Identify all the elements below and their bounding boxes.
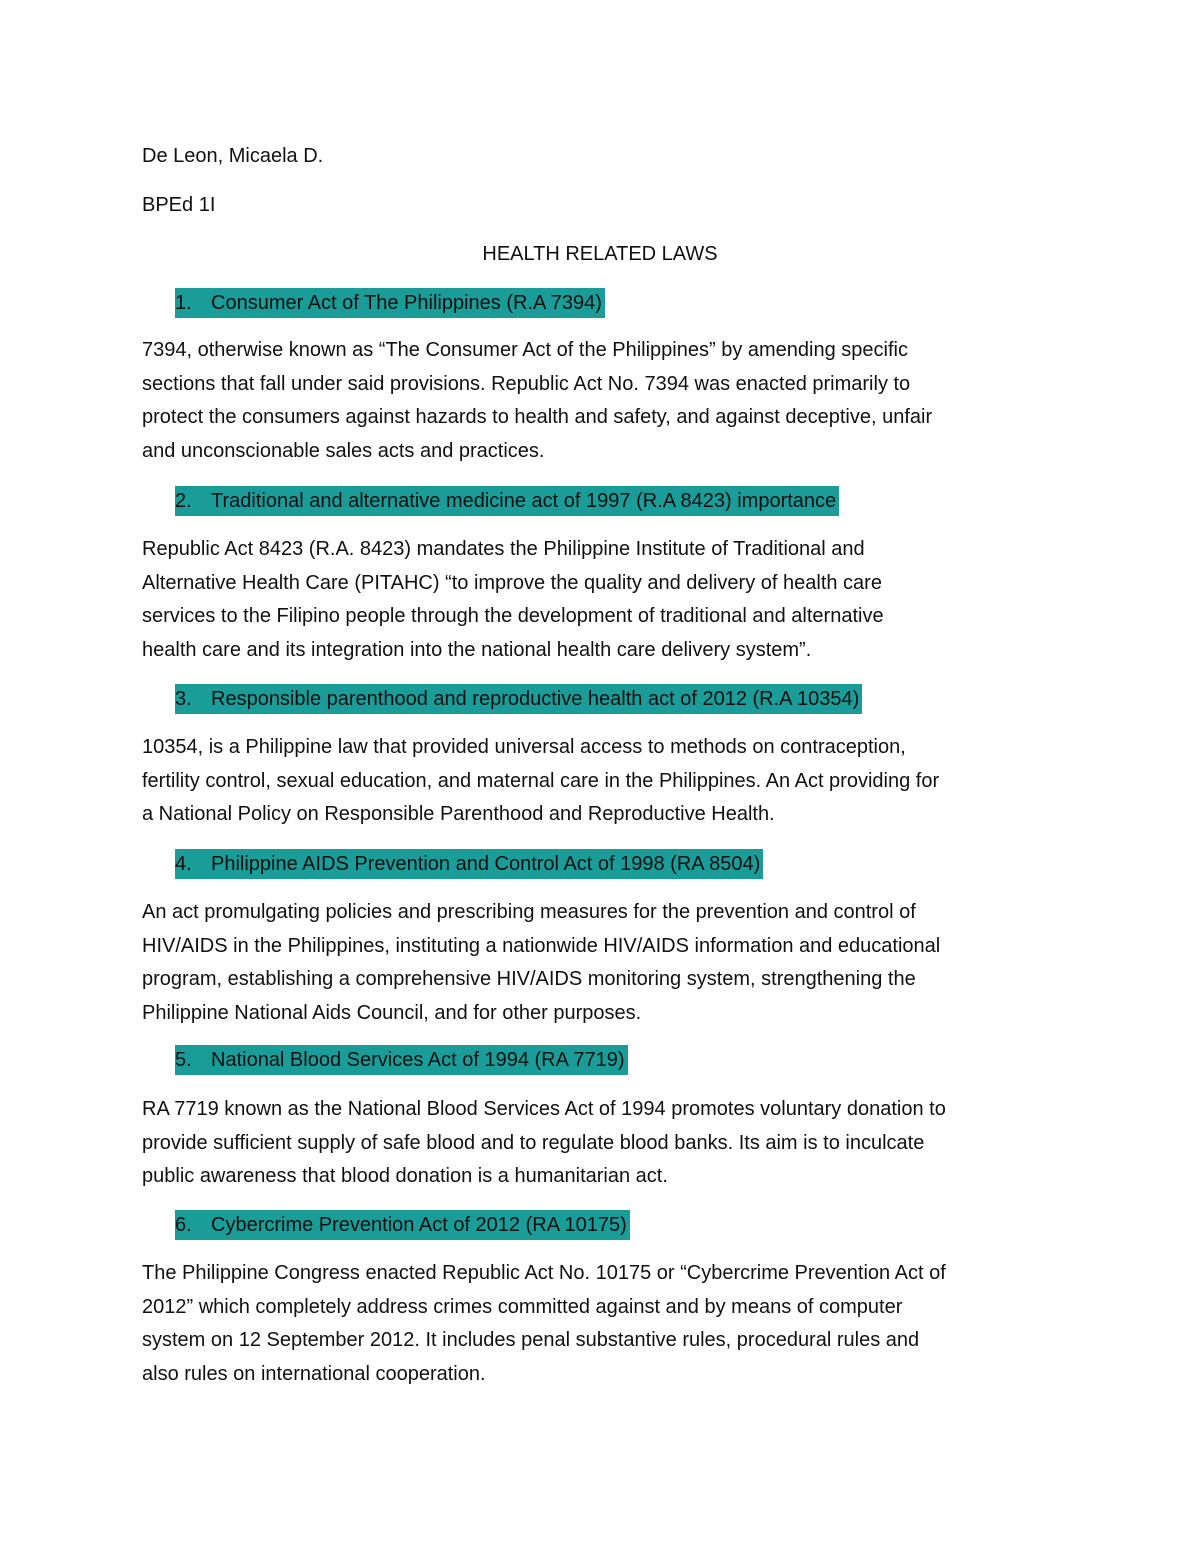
paragraph-line: health care and its integration into the national health care delivery system”. bbox=[142, 638, 812, 661]
author-name: De Leon, Micaela D. bbox=[142, 145, 324, 167]
paragraph-line: 10354, is a Philippine law that provided universal access to methods on contraception, bbox=[142, 736, 906, 758]
document-title: HEALTH RELATED LAWS bbox=[482, 243, 718, 265]
law-description-3 bbox=[142, 731, 1082, 832]
paragraph-line: Alternative Health Care (PITAHC) “to improve the quality and delivery of health care bbox=[142, 571, 882, 594]
law-number: 6. bbox=[175, 1214, 192, 1236]
paragraph-line: An act promulgating policies and prescribing measures for the prevention and control of bbox=[142, 901, 916, 923]
paragraph-line: and unconscionable sales acts and practices. bbox=[142, 439, 545, 462]
law-heading-5 bbox=[175, 1045, 628, 1075]
law-heading-2 bbox=[175, 486, 839, 516]
paragraph-line: RA 7719 known as the National Blood Services Act of 1994 promotes voluntary donation to bbox=[142, 1098, 946, 1120]
paragraph-line: Republic Act 8423 (R.A. 8423) mandates the Philippine Institute of Traditional and bbox=[142, 538, 865, 560]
paragraph-line: The Philippine Congress enacted Republic Act No. 10175 or “Cybercrime Prevention Act of bbox=[142, 1262, 946, 1284]
paragraph-line: protect the consumers against hazards to health and safety, and against deceptive, unfair bbox=[142, 406, 933, 428]
paragraph-line: sections that fall under said provisions. Republic Act No. 7394 was enacted primarily to bbox=[142, 372, 911, 395]
law-title: Philippine AIDS Prevention and Control Act of 1998 (RA 8504) bbox=[211, 853, 761, 875]
law-title: Traditional and alternative medicine act of 1997 (R.A 8423) importance bbox=[211, 490, 837, 512]
law-title: Cybercrime Prevention Act of 2012 (RA 10175) bbox=[211, 1214, 627, 1236]
paragraph-line: Philippine National Aids Council, and for other purposes. bbox=[142, 1001, 642, 1024]
law-title: Responsible parenthood and reproductive health act of 2012 (R.A 10354) bbox=[211, 688, 860, 710]
paragraph-line: services to the Filipino people through the development of traditional and alternative bbox=[142, 605, 884, 627]
section-label: BPEd 1I bbox=[142, 194, 216, 216]
paragraph-line: a National Policy on Responsible Parenthood and Reproductive Health. bbox=[142, 803, 775, 825]
paragraph-line: program, establishing a comprehensive HIV/AIDS monitoring system, strengthening the bbox=[142, 968, 916, 990]
law-number: 1. bbox=[175, 292, 192, 314]
law-heading-4 bbox=[175, 849, 763, 879]
law-heading-6 bbox=[175, 1210, 630, 1240]
law-description-2 bbox=[142, 533, 1082, 667]
law-number: 2. bbox=[175, 490, 192, 512]
paragraph-line: HIV/AIDS in the Philippines, instituting a nationwide HIV/AIDS information and educational bbox=[142, 934, 941, 957]
law-description-5 bbox=[142, 1093, 1082, 1194]
paragraph-line: 2012” which completely address crimes committed against and by means of computer bbox=[142, 1295, 903, 1318]
law-description-1 bbox=[142, 334, 1082, 468]
paragraph-line: system on 12 September 2012. It includes penal substantive rules, procedural rules and bbox=[142, 1329, 920, 1351]
paragraph-line: public awareness that blood donation is a humanitarian act. bbox=[142, 1165, 668, 1187]
law-description-6 bbox=[142, 1257, 1082, 1391]
law-title: Consumer Act of The Philippines (R.A 7394) bbox=[211, 292, 602, 314]
law-number: 3. bbox=[175, 688, 192, 710]
law-description-4 bbox=[142, 896, 1082, 1030]
law-heading-1 bbox=[175, 288, 605, 318]
paragraph-line: provide sufficient supply of safe blood and to regulate blood banks. Its aim is to inculcate bbox=[142, 1131, 925, 1154]
law-number: 4. bbox=[175, 853, 192, 875]
law-number: 5. bbox=[175, 1049, 192, 1071]
paragraph-line: 7394, otherwise known as “The Consumer Act of the Philippines” by amending specific bbox=[142, 339, 908, 361]
law-title: National Blood Services Act of 1994 (RA 7719) bbox=[211, 1049, 625, 1071]
law-heading-3 bbox=[175, 684, 862, 714]
paragraph-line: fertility control, sexual education, and maternal care in the Philippines. An Act providing for bbox=[142, 769, 940, 792]
paragraph-line: also rules on international cooperation. bbox=[142, 1362, 486, 1385]
